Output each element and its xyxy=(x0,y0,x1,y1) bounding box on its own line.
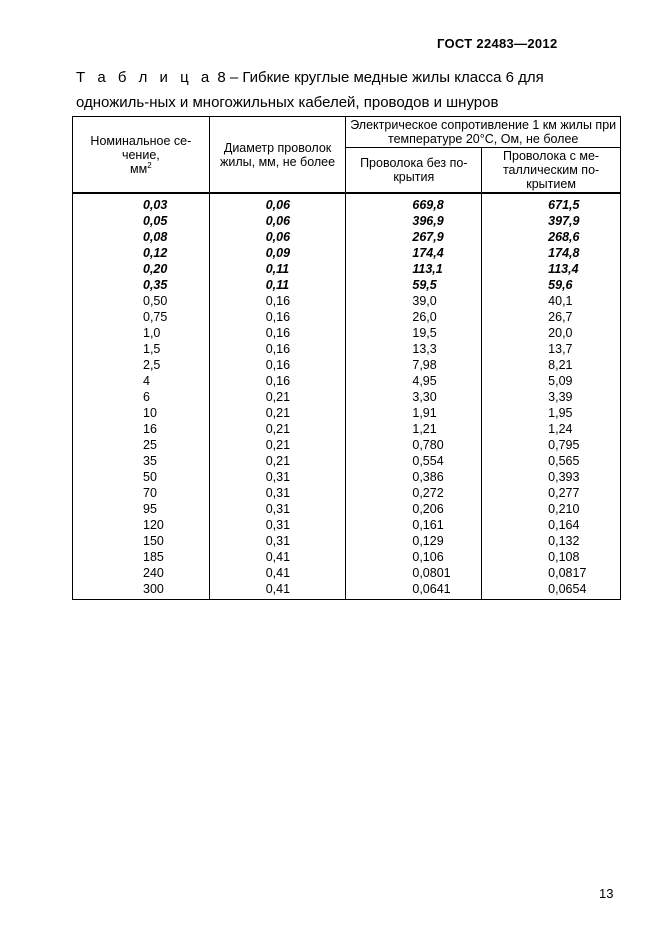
cell-diameter: 0,09 xyxy=(209,245,346,261)
cell-uncoated: 0,780 xyxy=(346,437,482,453)
cell-uncoated: 3,30 xyxy=(346,389,482,405)
cell-section: 1,5 xyxy=(73,341,210,357)
cell-diameter: 0,21 xyxy=(209,421,346,437)
cell-diameter: 0,16 xyxy=(209,357,346,373)
cell-diameter: 0,16 xyxy=(209,325,346,341)
table-row xyxy=(73,437,621,453)
cell-section: 300 xyxy=(73,581,210,600)
header-resistance: Электрическое сопротивление 1 км жилы при температуре 20°С, Ом, не более xyxy=(346,117,621,148)
cell-diameter: 0,16 xyxy=(209,293,346,309)
cell-section: 4 xyxy=(73,373,210,389)
caption-text: 8 – Гибкие круглые медные жилы класса 6 для одножиль-ных и многожильных кабелей, проводов и шнуров xyxy=(76,69,544,111)
cell-coated: 20,0 xyxy=(482,325,621,341)
cell-coated: 0,210 xyxy=(482,501,621,517)
cell-coated: 0,277 xyxy=(482,485,621,501)
cell-uncoated: 0,106 xyxy=(346,549,482,565)
cell-coated: 3,39 xyxy=(482,389,621,405)
cell-uncoated: 0,272 xyxy=(346,485,482,501)
cell-uncoated: 7,98 xyxy=(346,357,482,373)
cell-coated: 0,0654 xyxy=(482,581,621,600)
cell-diameter: 0,11 xyxy=(209,277,346,293)
table-row xyxy=(73,293,621,309)
header-uncoated: Проволока без по-крытия xyxy=(346,148,482,194)
cell-uncoated: 13,3 xyxy=(346,341,482,357)
page-number: 13 xyxy=(599,886,614,901)
cell-diameter: 0,06 xyxy=(209,193,346,213)
cell-uncoated: 0,386 xyxy=(346,469,482,485)
table-row xyxy=(73,261,621,277)
table-row xyxy=(73,549,621,565)
cell-diameter: 0,31 xyxy=(209,501,346,517)
table-row xyxy=(73,357,621,373)
cell-coated: 397,9 xyxy=(482,213,621,229)
cell-uncoated: 0,0801 xyxy=(346,565,482,581)
cell-coated: 268,6 xyxy=(482,229,621,245)
cell-diameter: 0,06 xyxy=(209,213,346,229)
table-row xyxy=(73,565,621,581)
cell-uncoated: 0,161 xyxy=(346,517,482,533)
cell-coated: 0,795 xyxy=(482,437,621,453)
cell-section: 0,50 xyxy=(73,293,210,309)
table-row xyxy=(73,309,621,325)
table-caption xyxy=(76,65,621,115)
cell-section: 25 xyxy=(73,437,210,453)
table-row xyxy=(73,373,621,389)
cell-section: 150 xyxy=(73,533,210,549)
table-row xyxy=(73,421,621,437)
table-row xyxy=(73,277,621,293)
cell-uncoated: 0,129 xyxy=(346,533,482,549)
cell-diameter: 0,41 xyxy=(209,549,346,565)
table-row xyxy=(73,517,621,533)
document-header-standard: ГОСТ 22483—2012 xyxy=(437,36,558,51)
cell-section: 1,0 xyxy=(73,325,210,341)
cell-uncoated: 174,4 xyxy=(346,245,482,261)
cell-section: 240 xyxy=(73,565,210,581)
cell-section: 185 xyxy=(73,549,210,565)
cell-uncoated: 396,9 xyxy=(346,213,482,229)
cell-coated: 0,108 xyxy=(482,549,621,565)
cell-coated: 0,0817 xyxy=(482,565,621,581)
cell-uncoated: 267,9 xyxy=(346,229,482,245)
header-section: Номинальное се- чение, $мм^2$ xyxy=(73,117,210,194)
cell-coated: 5,09 xyxy=(482,373,621,389)
cell-diameter: 0,16 xyxy=(209,309,346,325)
cell-section: 2,5 xyxy=(73,357,210,373)
cell-coated: 1,24 xyxy=(482,421,621,437)
cell-section: 0,75 xyxy=(73,309,210,325)
cell-diameter: 0,21 xyxy=(209,453,346,469)
cell-coated: 0,164 xyxy=(482,517,621,533)
cell-section: 10 xyxy=(73,405,210,421)
cell-coated: 1,95 xyxy=(482,405,621,421)
cell-uncoated: 1,21 xyxy=(346,421,482,437)
cell-uncoated: 4,95 xyxy=(346,373,482,389)
table-row xyxy=(73,405,621,421)
table-row xyxy=(73,229,621,245)
cell-coated: 26,7 xyxy=(482,309,621,325)
header-coated: Проволока с ме-таллическим по-крытием xyxy=(482,148,621,194)
cell-diameter: 0,21 xyxy=(209,437,346,453)
table-row xyxy=(73,213,621,229)
cell-coated: 0,393 xyxy=(482,469,621,485)
cell-section: 50 xyxy=(73,469,210,485)
cell-uncoated: 26,0 xyxy=(346,309,482,325)
table-row xyxy=(73,245,621,261)
cell-section: 70 xyxy=(73,485,210,501)
cell-diameter: 0,41 xyxy=(209,565,346,581)
cell-uncoated: 59,5 xyxy=(346,277,482,293)
cell-section: 6 xyxy=(73,389,210,405)
cell-coated: 0,132 xyxy=(482,533,621,549)
cell-coated: 13,7 xyxy=(482,341,621,357)
cell-diameter: 0,31 xyxy=(209,533,346,549)
cell-uncoated: 39,0 xyxy=(346,293,482,309)
cell-diameter: 0,16 xyxy=(209,341,346,357)
cell-section: 0,12 xyxy=(73,245,210,261)
cell-section: 120 xyxy=(73,517,210,533)
cell-coated: 0,565 xyxy=(482,453,621,469)
cell-uncoated: 0,206 xyxy=(346,501,482,517)
cell-diameter: 0,41 xyxy=(209,581,346,600)
cell-diameter: 0,21 xyxy=(209,389,346,405)
cell-uncoated: 19,5 xyxy=(346,325,482,341)
cell-coated: 113,4 xyxy=(482,261,621,277)
cell-uncoated: 669,8 xyxy=(346,193,482,213)
header-diameter: Диаметр проволок жилы, мм, не более xyxy=(209,117,346,194)
cell-diameter: 0,21 xyxy=(209,405,346,421)
cell-section: 0,08 xyxy=(73,229,210,245)
cell-coated: 59,6 xyxy=(482,277,621,293)
cell-section: 0,35 xyxy=(73,277,210,293)
table-row xyxy=(73,389,621,405)
cell-diameter: 0,16 xyxy=(209,373,346,389)
table-row xyxy=(73,533,621,549)
table-row xyxy=(73,469,621,485)
caption-label: Т а б л и ц а xyxy=(76,69,214,86)
cell-uncoated: 113,1 xyxy=(346,261,482,277)
cell-section: 0,05 xyxy=(73,213,210,229)
table-row xyxy=(73,581,621,600)
cell-coated: 174,8 xyxy=(482,245,621,261)
table-row xyxy=(73,501,621,517)
table-row xyxy=(73,325,621,341)
cell-uncoated: 1,91 xyxy=(346,405,482,421)
cell-diameter: 0,11 xyxy=(209,261,346,277)
resistance-table xyxy=(72,116,621,600)
table-row xyxy=(73,193,621,213)
table-row xyxy=(73,453,621,469)
table-row xyxy=(73,341,621,357)
cell-section: 0,03 xyxy=(73,193,210,213)
cell-diameter: 0,06 xyxy=(209,229,346,245)
cell-coated: 8,21 xyxy=(482,357,621,373)
cell-section: 95 xyxy=(73,501,210,517)
cell-uncoated: 0,554 xyxy=(346,453,482,469)
cell-coated: 40,1 xyxy=(482,293,621,309)
cell-diameter: 0,31 xyxy=(209,517,346,533)
cell-uncoated: 0,0641 xyxy=(346,581,482,600)
cell-section: 35 xyxy=(73,453,210,469)
cell-diameter: 0,31 xyxy=(209,469,346,485)
cell-diameter: 0,31 xyxy=(209,485,346,501)
cell-section: 16 xyxy=(73,421,210,437)
cell-section: 0,20 xyxy=(73,261,210,277)
cell-coated: 671,5 xyxy=(482,193,621,213)
table-row xyxy=(73,485,621,501)
